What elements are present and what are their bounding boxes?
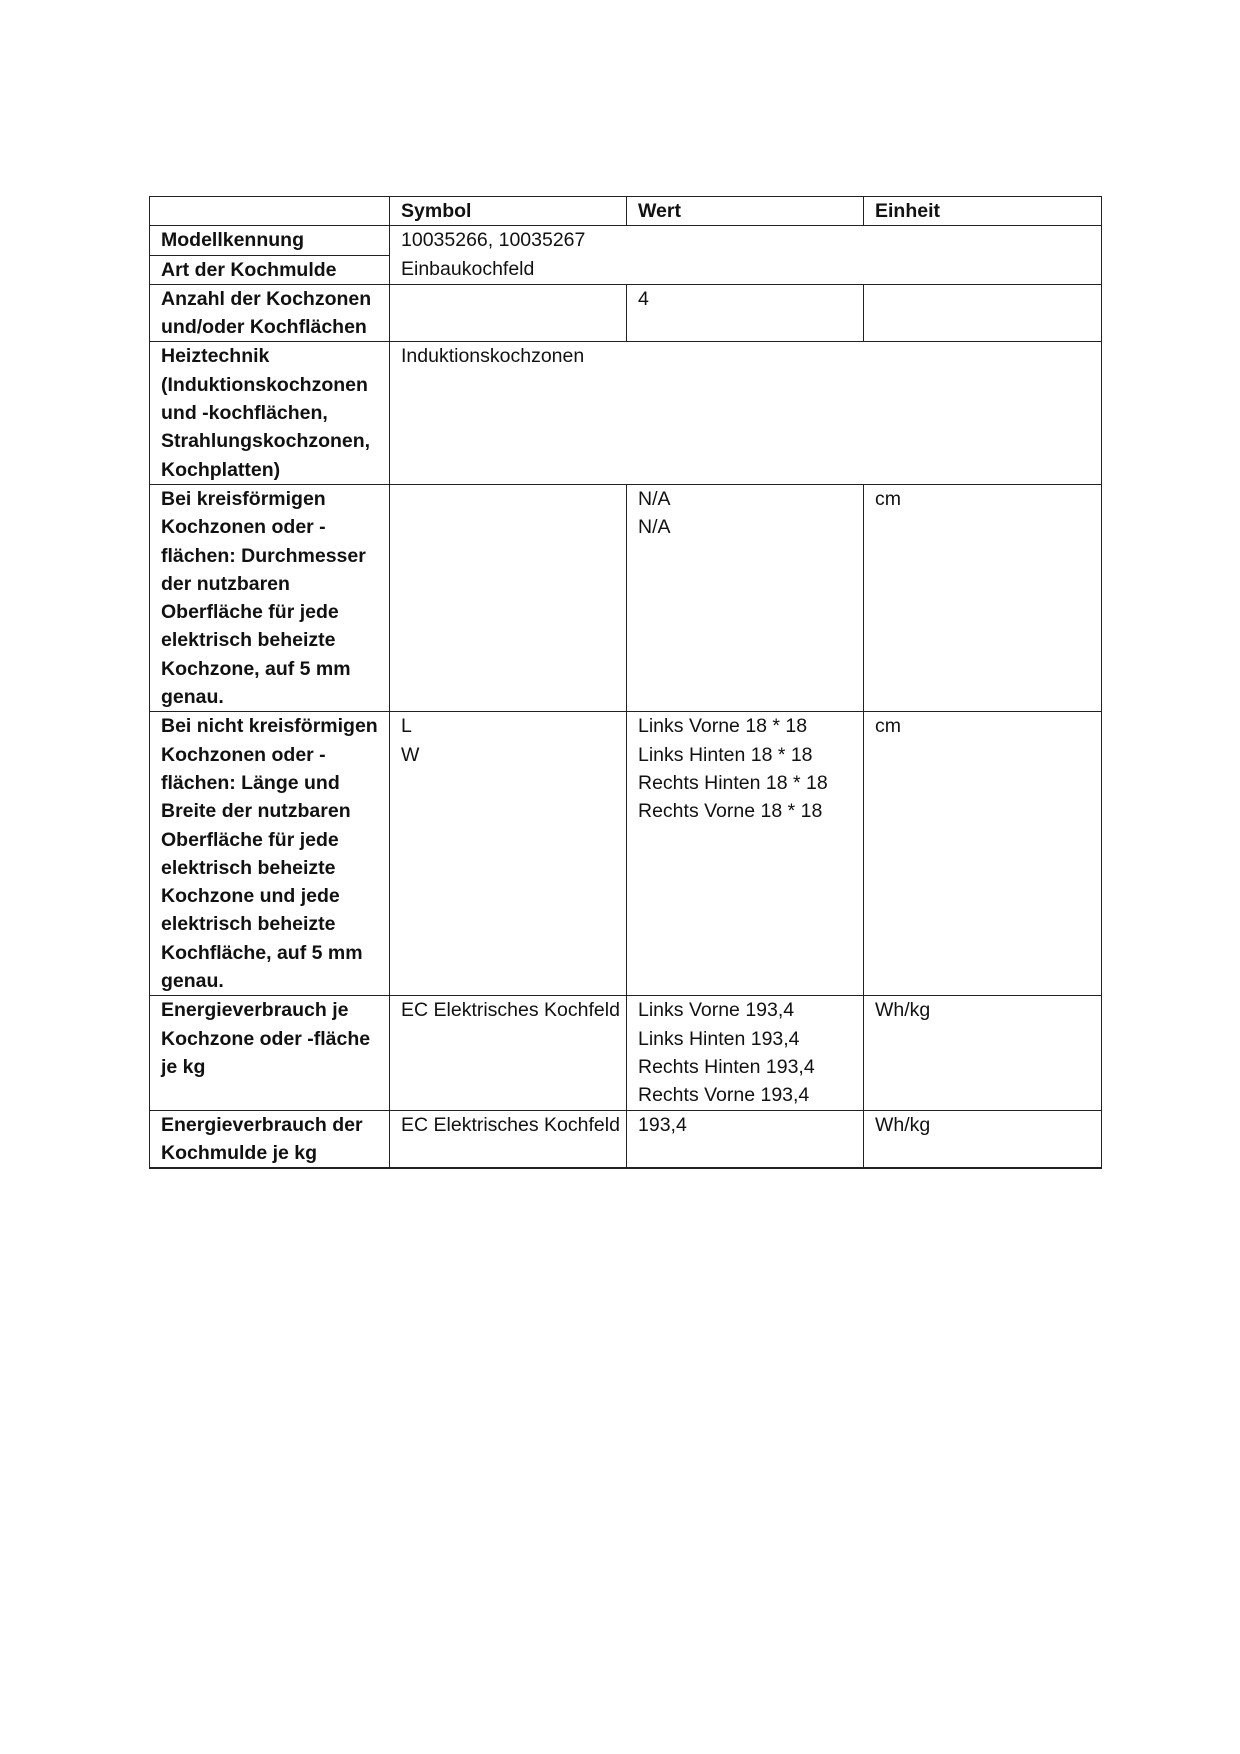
row-energy-zone xyxy=(150,996,1102,1110)
row-noncircular-value: Links Vorne 18 * 18 Links Hinten 18 * 18 Rechts Hinten 18 * 18 Rechts Vorne 18 * 18 xyxy=(627,712,864,996)
row-energy-hob-label: Energieverbrauch der Kochmulde je kg xyxy=(150,1110,390,1168)
row-energy-zone-value: Links Vorne 193,4 Links Hinten 193,4 Rechts Hinten 193,4 Rechts Vorne 193,4 xyxy=(627,996,864,1110)
row-zones-symbol xyxy=(390,284,627,342)
row-noncircular-label: Bei nicht kreisförmigen Kochzonen oder -flächen: Länge und Breite der nutzbaren Oberfläche für jede elektrisch beheizte Kochzone und jede elektrisch beheizte Kochfläche, auf 5 mm genau. xyxy=(150,712,390,996)
row-type-value: Einbaukochfeld xyxy=(390,255,1102,284)
header-value: Wert xyxy=(627,197,864,226)
row-zones-value: 4 xyxy=(627,284,864,342)
header-label xyxy=(150,197,390,226)
header-unit: Einheit xyxy=(864,197,1102,226)
row-energy-hob xyxy=(150,1110,1102,1168)
row-circular-value: N/A N/A xyxy=(627,484,864,711)
row-energy-zone-symbol: EC Elektrisches Kochfeld xyxy=(390,996,627,1110)
row-energy-zone-unit: Wh/kg xyxy=(864,996,1102,1110)
row-type xyxy=(150,255,1102,284)
row-circular-label: Bei kreisförmigen Kochzonen oder -flächen: Durchmesser der nutzbaren Oberfläche für jede elektrisch beheizte Kochzone, auf 5 mm genau. xyxy=(150,484,390,711)
row-model xyxy=(150,226,1102,255)
row-model-value: 10035266, 10035267 xyxy=(390,226,1102,255)
header-symbol: Symbol xyxy=(390,197,627,226)
row-noncircular xyxy=(150,712,1102,996)
row-energy-hob-symbol: EC Elektrisches Kochfeld xyxy=(390,1110,627,1168)
row-type-label: Art der Kochmulde xyxy=(150,255,390,284)
row-circular xyxy=(150,484,1102,711)
row-circular-unit: cm xyxy=(864,484,1102,711)
row-zones xyxy=(150,284,1102,342)
row-energy-hob-value: 193,4 xyxy=(627,1110,864,1168)
row-noncircular-symbol: L W xyxy=(390,712,627,996)
row-zones-unit xyxy=(864,284,1102,342)
row-circular-symbol xyxy=(390,484,627,711)
row-energy-zone-label: Energieverbrauch je Kochzone oder -fläche je kg xyxy=(150,996,390,1110)
header-row xyxy=(150,197,1102,226)
row-noncircular-unit: cm xyxy=(864,712,1102,996)
row-heating-label: Heiztechnik (Induktionskochzonen und -kochflächen, Strahlungskochzonen, Kochplatten) xyxy=(150,342,390,484)
row-zones-label: Anzahl der Kochzonen und/oder Kochflächen xyxy=(150,284,390,342)
row-heating xyxy=(150,342,1102,484)
row-heating-value: Induktionskochzonen xyxy=(390,342,1102,484)
row-energy-hob-unit: Wh/kg xyxy=(864,1110,1102,1168)
specification-table xyxy=(149,196,1102,1169)
row-model-label: Modellkennung xyxy=(150,226,390,255)
